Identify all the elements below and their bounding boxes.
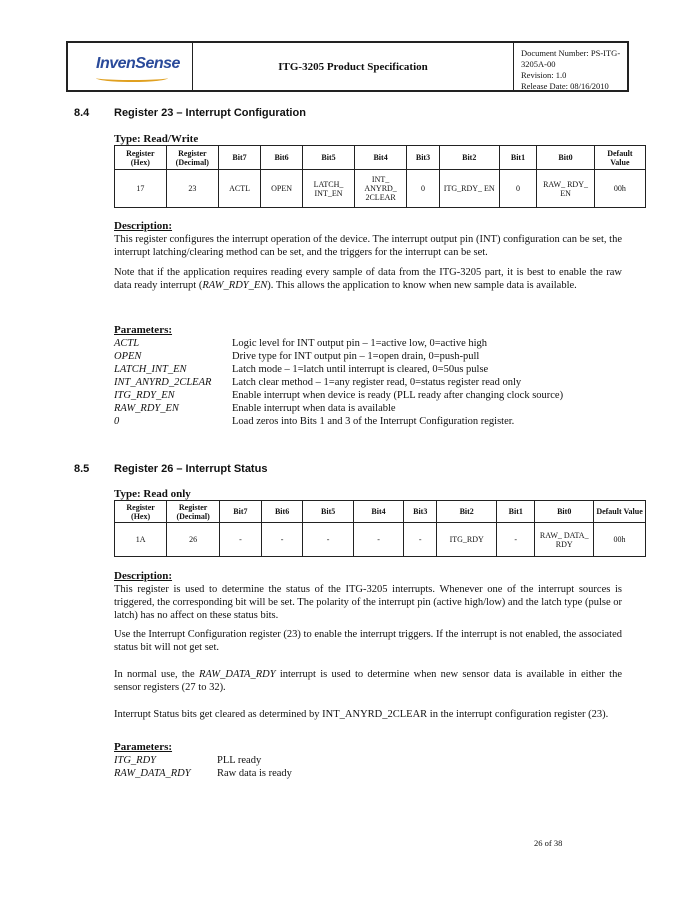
table-cell: 26 [167, 523, 220, 557]
parameter-description: Drive type for INT output pin – 1=open drain, 0=push-pull [232, 351, 480, 362]
column-header: Bit7 [220, 501, 262, 523]
table-cell: LATCH_ INT_EN [303, 170, 355, 208]
table-cell: 0 [407, 170, 440, 208]
column-header: Bit1 [497, 501, 535, 523]
parameter-description: Enable interrupt when data is available [232, 403, 396, 414]
table-cell: ITG_RDY [437, 523, 497, 557]
table-cell: 17 [115, 170, 167, 208]
table-header-row [115, 501, 646, 523]
column-header: Bit1 [499, 146, 537, 170]
column-header: Default Value [594, 501, 646, 523]
logo-swoosh [96, 74, 168, 82]
parameter-name: ACTL [114, 338, 140, 349]
section-8-5-parameters-label: Parameters: [114, 741, 173, 753]
column-header: Register (Hex) [115, 501, 167, 523]
section-8-5-number: 8.5 [74, 463, 90, 475]
column-header: Bit3 [404, 501, 437, 523]
column-header: Bit7 [219, 146, 261, 170]
table-cell: 00h [594, 170, 645, 208]
column-header: Bit5 [303, 501, 353, 523]
document-header [66, 41, 629, 92]
section-8-5-description-1: This register is used to determine the status of the ITG-3205 interrupts. Whenever one of the interrupt sources is triggered, the corresponding bit will be set. The polarity of the interrupt pin (active high/low) and the latch type (pulse or latch) has no affect on these status bits. [114, 584, 622, 621]
table-cell: RAW_ RDY_ EN [537, 170, 594, 208]
parameter-row [114, 389, 563, 402]
table-row [115, 170, 646, 208]
table-cell: 23 [166, 170, 218, 208]
parameter-name: ITG_RDY [114, 755, 157, 766]
section-8-5-description-4: Interrupt Status bits get cleared as determined by INT_ANYRD_2CLEAR in the interrupt configuration register (23). [114, 709, 609, 720]
parameter-row [114, 376, 563, 389]
table-cell: ITG_RDY_ EN [439, 170, 499, 208]
column-header: Register (Decimal) [167, 501, 220, 523]
section-8-4-type: Type: Read/Write [114, 133, 199, 145]
table-cell: 1A [115, 523, 167, 557]
column-header: Bit6 [261, 501, 303, 523]
parameter-row [114, 415, 563, 428]
section-8-4-description-1: This register configures the interrupt operation of the device. The interrupt output pin (INT) configuration can be set, the interrupt latching/clearing method can be set, and the triggers for the interrupt can be set. [114, 234, 622, 258]
section-8-5-title: Register 26 – Interrupt Status [114, 463, 268, 475]
section-8-4-parameter-list [114, 337, 563, 428]
doc-revision: Revision: 1.0 [521, 70, 567, 80]
section-8-4-parameters-label: Parameters: [114, 324, 173, 336]
column-header: Bit4 [354, 146, 406, 170]
parameter-row [114, 337, 563, 350]
table-row [115, 523, 646, 557]
table-cell: - [404, 523, 437, 557]
table-cell: - [220, 523, 262, 557]
parameter-description: Raw data is ready [217, 768, 292, 779]
table-cell: - [261, 523, 303, 557]
document-info [521, 48, 627, 92]
logo-cell [68, 43, 193, 90]
table-cell: RAW_ DATA_ RDY [535, 523, 594, 557]
column-header: Default Value [594, 146, 645, 170]
parameter-name: RAW_RDY_EN [114, 403, 179, 414]
table-cell: - [353, 523, 403, 557]
column-header: Bit0 [535, 501, 594, 523]
section-8-5-parameter-list [114, 754, 292, 780]
page-number: 26 of 38 [534, 838, 563, 848]
parameter-row [114, 754, 292, 767]
section-8-5-description-label: Description: [114, 570, 173, 582]
table-cell: - [497, 523, 535, 557]
column-header: Register (Decimal) [166, 146, 218, 170]
parameter-name: RAW_DATA_RDY [114, 768, 191, 779]
parameter-name: OPEN [114, 351, 142, 362]
table-cell: OPEN [261, 170, 303, 208]
parameter-row [114, 767, 292, 780]
table-header-row [115, 146, 646, 170]
register-26-table [114, 500, 646, 557]
parameter-name: LATCH_INT_EN [114, 364, 187, 375]
invensense-logo: InvenSense [96, 55, 180, 72]
column-header: Bit4 [353, 501, 403, 523]
column-header: Bit6 [261, 146, 303, 170]
parameter-name: ITG_RDY_EN [114, 390, 175, 401]
section-8-5-description-3: In normal use, the RAW_DATA_RDY interrupt is used to determine when new sensor data is available in either the sensor registers (27 to 32). [114, 669, 622, 693]
parameter-description: PLL ready [217, 755, 262, 766]
section-8-5-description-2: Use the Interrupt Configuration register (23) to enable the interrupt triggers. If the interrupt is not enabled, the associated status bit will not get set. [114, 629, 622, 653]
document-title: ITG-3205 Product Specification [193, 43, 514, 90]
column-header: Bit0 [537, 146, 594, 170]
parameter-description: Enable interrupt when device is ready (PLL ready after changing clock source) [232, 390, 564, 401]
parameter-description: Latch mode – 1=latch until interrupt is cleared, 0=50us pulse [232, 364, 489, 375]
register-23-table [114, 145, 646, 208]
column-header: Bit2 [437, 501, 497, 523]
parameter-description: Logic level for INT output pin – 1=active low, 0=active high [232, 338, 488, 349]
section-8-4-number: 8.4 [74, 107, 90, 119]
section-8-4-description-label: Description: [114, 220, 173, 232]
parameter-name: 0 [114, 416, 120, 427]
table-cell: INT_ ANYRD_ 2CLEAR [354, 170, 406, 208]
parameter-description: Latch clear method – 1=any register read, 0=status register read only [232, 377, 522, 388]
doc-number: Document Number: PS-ITG-3205A-00 [521, 48, 621, 69]
section-8-5-type: Type: Read only [114, 488, 191, 500]
column-header: Bit5 [303, 146, 355, 170]
table-cell: ACTL [219, 170, 261, 208]
section-8-4-description-2: Note that if the application requires reading every sample of data from the ITG-3205 part, it is best to enable the raw data ready interrupt (RAW_RDY_EN). This allows the application to know when new sample data is available. [114, 267, 622, 291]
doc-release-date: Release Date: 08/16/2010 [521, 81, 609, 91]
parameter-description: Load zeros into Bits 1 and 3 of the Interrupt Configuration register. [232, 416, 515, 427]
column-header: Bit3 [407, 146, 440, 170]
parameter-row [114, 363, 563, 376]
column-header: Register (Hex) [115, 146, 167, 170]
table-cell: 00h [594, 523, 646, 557]
column-header: Bit2 [439, 146, 499, 170]
section-8-4-title: Register 23 – Interrupt Configuration [114, 107, 306, 119]
parameter-name: INT_ANYRD_2CLEAR [114, 377, 212, 388]
table-cell: - [303, 523, 353, 557]
parameter-row [114, 350, 563, 363]
parameter-row [114, 402, 563, 415]
table-cell: 0 [499, 170, 537, 208]
